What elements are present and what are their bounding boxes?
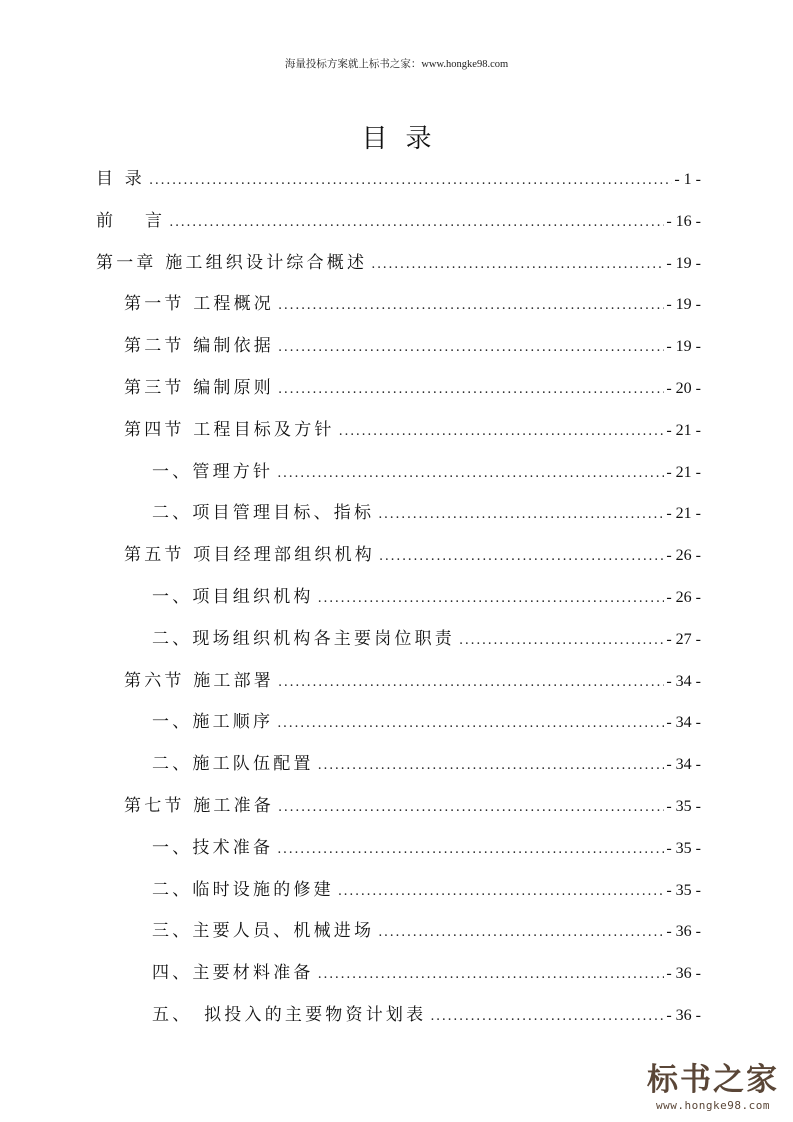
toc-entry-label: 第七节 施工准备 — [124, 795, 275, 816]
toc-entry-label: 目 录 — [96, 169, 146, 189]
toc-entry-page: - 34 - — [666, 672, 701, 690]
toc-entry-page: - 35 - — [666, 797, 701, 815]
toc-entry-label: 五、 拟投入的主要物资计划表 — [152, 1004, 427, 1025]
toc-entry-label: 一、项目组织机构 — [152, 586, 314, 607]
toc-entry[interactable] — [96, 827, 701, 869]
toc-entry-label: 二、临时设施的修建 — [152, 879, 334, 900]
toc-entry-page: - 19 - — [666, 296, 701, 314]
toc-dot-leader — [278, 382, 664, 397]
toc-entry[interactable] — [96, 660, 701, 702]
toc-dot-leader — [318, 967, 665, 982]
toc-dot-leader — [379, 549, 664, 564]
toc-dot-leader — [459, 633, 664, 648]
toc-dot-leader — [318, 591, 665, 606]
toc-dot-leader — [430, 1009, 664, 1024]
toc-entry-page: - 16 - — [666, 212, 701, 230]
toc-entry-page: - 21 - — [666, 421, 701, 439]
toc-dot-leader — [371, 257, 664, 272]
toc-dot-leader — [378, 507, 664, 522]
toc-entry-page: - 35 - — [666, 881, 701, 899]
toc-entry[interactable] — [96, 994, 701, 1036]
toc-dot-leader — [378, 925, 664, 940]
toc-dot-leader — [338, 884, 665, 899]
toc-entry[interactable] — [96, 618, 701, 660]
toc-entry-page: - 21 - — [666, 505, 701, 523]
toc-entry[interactable] — [96, 910, 701, 952]
toc-entry-page: - 34 - — [666, 714, 701, 732]
page-title: 目录 — [361, 124, 450, 154]
toc-entry[interactable] — [96, 158, 701, 200]
toc-entry-page: - 36 - — [666, 965, 701, 983]
toc-entry[interactable] — [96, 367, 701, 409]
toc-entry[interactable] — [96, 242, 701, 284]
toc-entry-page: - 20 - — [666, 379, 701, 397]
toc-entry-page: - 21 - — [666, 463, 701, 481]
toc-entry[interactable] — [96, 451, 701, 493]
toc-dot-leader — [278, 675, 664, 690]
toc-entry-label: 第五节 项目经理部组织机构 — [124, 545, 376, 566]
table-of-contents — [96, 158, 701, 1036]
toc-entry-label: 二、现场组织机构各主要岗位职责 — [152, 628, 455, 649]
toc-dot-leader — [278, 298, 664, 313]
toc-entry[interactable] — [96, 325, 701, 367]
toc-dot-leader — [339, 424, 665, 439]
toc-entry[interactable] — [96, 869, 701, 911]
toc-entry-label: 第三节 编制原则 — [124, 377, 275, 398]
toc-entry[interactable] — [96, 200, 701, 242]
toc-entry[interactable] — [96, 576, 701, 618]
toc-entry[interactable] — [96, 701, 701, 743]
header-note: 海量投标方案就上标书之家：www.hongke98.com — [284, 59, 509, 70]
toc-entry-label: 二、项目管理目标、指标 — [152, 503, 375, 524]
toc-entry-label: 前 言 — [96, 210, 166, 231]
toc-entry-page: - 36 - — [666, 1006, 701, 1024]
toc-dot-leader — [277, 842, 664, 857]
toc-dot-leader — [277, 466, 664, 481]
toc-entry-page: - 27 - — [666, 630, 701, 648]
toc-entry-label: 第六节 施工部署 — [124, 670, 275, 691]
toc-entry[interactable] — [96, 534, 701, 576]
toc-entry[interactable] — [96, 409, 701, 451]
toc-entry-page: - 34 - — [666, 756, 701, 774]
toc-dot-leader — [278, 800, 664, 815]
toc-entry[interactable] — [96, 743, 701, 785]
toc-dot-leader — [278, 340, 664, 355]
toc-entry-page: - 19 - — [666, 338, 701, 356]
toc-entry-page: - 26 - — [666, 588, 701, 606]
toc-entry[interactable] — [96, 785, 701, 827]
toc-entry-page: - 36 - — [666, 923, 701, 941]
brand-logo — [643, 1062, 783, 1112]
toc-entry-label: 第一节 工程概况 — [124, 294, 275, 315]
toc-entry-page: - 19 - — [666, 254, 701, 272]
logo-url: www.hongke98.com — [656, 1099, 770, 1112]
toc-entry-label: 第二节 编制依据 — [124, 336, 275, 357]
toc-entry-label: 第一章 施工组织设计综合概述 — [96, 252, 368, 273]
toc-entry-page: - 1 - — [674, 171, 701, 188]
toc-entry[interactable] — [96, 952, 701, 994]
toc-entry-page: - 26 - — [666, 547, 701, 565]
toc-entry-label: 一、管理方针 — [152, 461, 274, 482]
toc-entry-label: 第四节 工程目标及方针 — [124, 419, 335, 440]
toc-entry-label: 四、主要材料准备 — [152, 963, 314, 984]
toc-entry-label: 二、施工队伍配置 — [152, 754, 314, 775]
toc-entry-label: 一、技术准备 — [152, 837, 274, 858]
logo-text: 标书之家 — [647, 1062, 779, 1098]
toc-entry-label: 一、施工顺序 — [152, 712, 274, 733]
toc-dot-leader — [318, 758, 665, 773]
toc-entry-label: 三、主要人员、机械进场 — [152, 921, 375, 942]
toc-dot-leader — [277, 716, 664, 731]
toc-dot-leader — [169, 215, 664, 230]
toc-entry-page: - 35 - — [666, 839, 701, 857]
toc-dot-leader — [149, 173, 672, 188]
toc-entry[interactable] — [96, 492, 701, 534]
toc-entry[interactable] — [96, 283, 701, 325]
